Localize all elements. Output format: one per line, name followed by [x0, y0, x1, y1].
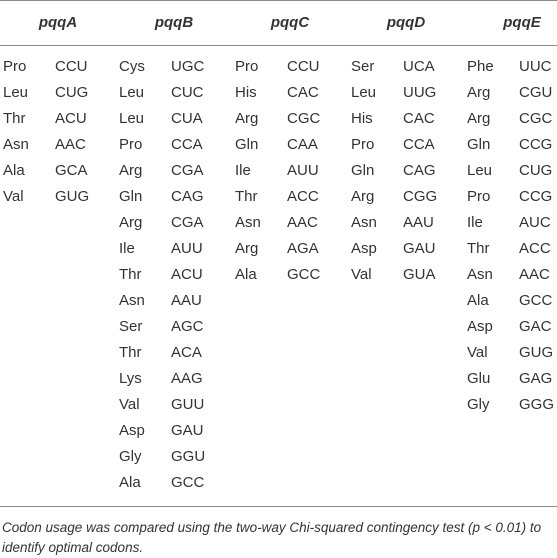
codon-cell: CAA — [287, 136, 318, 153]
codon-cell: AAG — [171, 370, 203, 387]
codon-cell: AUU — [171, 240, 203, 257]
codon-cell: CGA — [171, 162, 204, 179]
amino-acid-cell: Val — [467, 344, 488, 361]
codon-cell: CCG — [519, 188, 553, 205]
codon-cell: GAG — [519, 370, 553, 387]
codon-cell: GUU — [171, 396, 205, 413]
table-top-rule — [0, 0, 557, 1]
amino-acid-cell: Gln — [351, 162, 375, 179]
amino-acid-cell: Leu — [467, 162, 493, 179]
amino-acid-cell: Pro — [119, 136, 143, 153]
amino-acid-cell: Thr — [467, 240, 490, 257]
amino-acid-cell: Arg — [119, 162, 143, 179]
amino-acid-cell: Leu — [351, 84, 377, 101]
amino-acid-cell: Val — [3, 188, 24, 205]
codon-cell: AGA — [287, 240, 319, 257]
amino-acid-cell: Ile — [235, 162, 251, 179]
amino-acid-cell: Arg — [467, 84, 491, 101]
amino-acid-cell: Ser — [119, 318, 143, 335]
amino-acid-cell: Leu — [3, 84, 29, 101]
codon-cell: CCU — [55, 58, 88, 75]
amino-acid-cell: Thr — [119, 344, 142, 361]
codon-cell: GGU — [171, 448, 206, 465]
amino-acid-cell: Asn — [3, 136, 29, 153]
amino-acid-cell: Ala — [235, 266, 257, 283]
amino-acid-cell: Asp — [119, 422, 145, 439]
codon-cell: CCA — [403, 136, 435, 153]
gene-header-pqqB: pqqB — [154, 14, 194, 31]
amino-acid-cell: Pro — [235, 58, 259, 75]
codon-cell: GCC — [519, 292, 553, 309]
codon-cell: GAU — [403, 240, 436, 257]
codon-cell: UGC — [171, 58, 205, 75]
table-bottom-rule — [0, 506, 557, 507]
gene-header-pqqA: pqqA — [38, 14, 78, 31]
amino-acid-cell: Arg — [235, 110, 259, 127]
codon-cell: ACU — [171, 266, 203, 283]
amino-acid-cell: Phe — [467, 58, 494, 75]
codon-cell: ACC — [519, 240, 551, 257]
codon-cell: UCA — [403, 58, 435, 75]
amino-acid-cell: Gln — [235, 136, 259, 153]
amino-acid-cell: Ala — [467, 292, 489, 309]
codon-cell: AAU — [171, 292, 202, 309]
codon-cell: CGA — [171, 214, 204, 231]
amino-acid-cell: Val — [351, 266, 372, 283]
codon-cell: CUG — [519, 162, 553, 179]
amino-acid-cell: Thr — [119, 266, 142, 283]
codon-cell: ACA — [171, 344, 202, 361]
codon-cell: GCA — [55, 162, 88, 179]
codon-cell: CCA — [171, 136, 203, 153]
codon-cell: CUG — [55, 84, 89, 101]
codon-cell: CGC — [519, 110, 553, 127]
amino-acid-cell: Pro — [3, 58, 27, 75]
codon-cell: AUU — [287, 162, 319, 179]
amino-acid-cell: Asp — [351, 240, 377, 257]
amino-acid-cell: Gly — [119, 448, 142, 465]
codon-cell: AAC — [55, 136, 86, 153]
codon-cell: UUC — [519, 58, 552, 75]
amino-acid-cell: Asp — [467, 318, 493, 335]
amino-acid-cell: Ile — [119, 240, 135, 257]
codon-cell: ACC — [287, 188, 319, 205]
codon-cell: GAC — [519, 318, 552, 335]
amino-acid-cell: His — [351, 110, 373, 127]
gene-header-pqqC: pqqC — [270, 14, 310, 31]
amino-acid-cell: Ala — [3, 162, 25, 179]
codon-cell: GUG — [519, 344, 554, 361]
codon-cell: ACU — [55, 110, 87, 127]
amino-acid-cell: Ala — [119, 474, 141, 491]
codon-cell: CUC — [171, 84, 204, 101]
codon-cell: CCG — [519, 136, 553, 153]
amino-acid-cell: Pro — [351, 136, 375, 153]
codon-cell: GCC — [171, 474, 205, 491]
codon-cell: CAC — [403, 110, 435, 127]
amino-acid-cell: Thr — [235, 188, 258, 205]
gene-header-pqqE: pqqE — [503, 14, 541, 31]
amino-acid-cell: Asn — [467, 266, 493, 283]
amino-acid-cell: Ser — [351, 58, 375, 75]
amino-acid-cell: Leu — [119, 110, 145, 127]
amino-acid-cell: Pro — [467, 188, 491, 205]
codon-cell: GCC — [287, 266, 321, 283]
codon-cell: CUA — [171, 110, 203, 127]
amino-acid-cell: Arg — [351, 188, 375, 205]
amino-acid-cell: Leu — [119, 84, 145, 101]
amino-acid-cell: Ile — [467, 214, 483, 231]
codon-cell: CGG — [403, 188, 438, 205]
codon-cell: AAC — [287, 214, 318, 231]
amino-acid-cell: Gln — [119, 188, 143, 205]
codon-cell: GAU — [171, 422, 204, 439]
amino-acid-cell: Asn — [119, 292, 145, 309]
amino-acid-cell: Gln — [467, 136, 491, 153]
codon-cell: CAG — [403, 162, 436, 179]
codon-cell: CGC — [287, 110, 321, 127]
amino-acid-cell: Thr — [3, 110, 26, 127]
amino-acid-cell: Asn — [235, 214, 261, 231]
codon-cell: AAC — [519, 266, 550, 283]
header-rule — [0, 45, 557, 46]
amino-acid-cell: Glu — [467, 370, 491, 387]
codon-cell: CAG — [171, 188, 204, 205]
amino-acid-cell: Lys — [119, 370, 142, 387]
table-footnote: Codon usage was compared using the two-way Chi-squared contingency test (p < 0.01) to identify optimal codons. — [2, 520, 542, 555]
codon-cell: GUA — [403, 266, 436, 283]
codon-cell: GUG — [55, 188, 90, 205]
codon-cell: AGC — [171, 318, 204, 335]
codon-cell: UUG — [403, 84, 437, 101]
amino-acid-cell: Arg — [467, 110, 491, 127]
codon-cell: AAU — [403, 214, 434, 231]
amino-acid-cell: Gly — [467, 396, 490, 413]
gene-header-pqqD: pqqD — [386, 14, 426, 31]
codon-cell: AUC — [519, 214, 551, 231]
codon-cell: GGG — [519, 396, 555, 413]
amino-acid-cell: His — [235, 84, 257, 101]
amino-acid-cell: Cys — [119, 58, 145, 75]
codon-cell: CGU — [519, 84, 553, 101]
amino-acid-cell: Arg — [119, 214, 143, 231]
codon-cell: CAC — [287, 84, 319, 101]
amino-acid-cell: Asn — [351, 214, 377, 231]
amino-acid-cell: Val — [119, 396, 140, 413]
codon-cell: CCU — [287, 58, 320, 75]
amino-acid-cell: Arg — [235, 240, 259, 257]
